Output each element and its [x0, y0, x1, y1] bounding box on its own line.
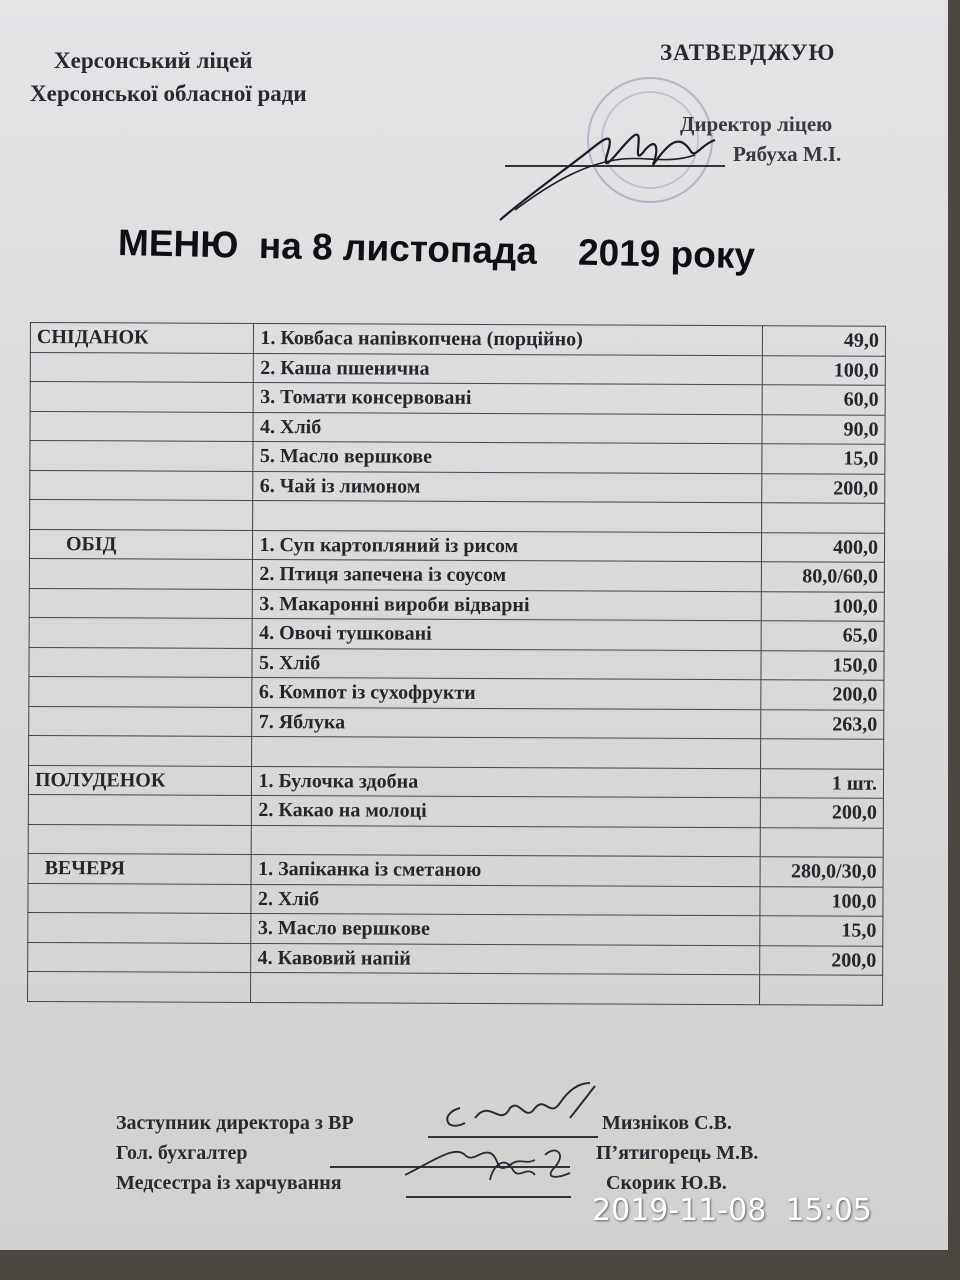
meal-cell: [28, 883, 252, 913]
quantity-cell: 200,0: [762, 473, 885, 503]
quantity-cell: 200,0: [761, 680, 884, 710]
dish-cell: 2. Каша пшенична: [254, 353, 763, 385]
quantity-cell: 150,0: [761, 650, 884, 680]
quantity-cell: 90,0: [762, 414, 885, 444]
meal-cell: [29, 706, 253, 736]
quantity-cell: 1 шт.: [761, 768, 884, 798]
menu-title: МЕНЮ на 8 листопада 2019 року: [117, 222, 756, 277]
quantity-cell: 280,0/30,0: [760, 857, 883, 887]
table-row: [30, 323, 885, 356]
meal-cell: [28, 794, 252, 824]
meal-cell: [29, 617, 253, 647]
quantity-cell: 60,0: [762, 385, 885, 415]
school-name: [30, 44, 307, 110]
dish-cell: [251, 972, 760, 1004]
table-row: [29, 706, 884, 739]
table-row: [28, 794, 883, 827]
meal-cell: [30, 441, 254, 471]
approve-label: ЗАТВЕРДЖУЮ: [660, 40, 836, 65]
dish-cell: [252, 736, 761, 768]
table-row: [30, 500, 885, 533]
meal-cell: [29, 676, 253, 706]
dish-cell: 4. Хліб: [253, 412, 762, 444]
table-row: [28, 853, 883, 886]
photo-timestamp: 2019-11-08 15:05: [592, 1193, 872, 1228]
meal-cell: [30, 500, 254, 530]
table-row: [30, 441, 885, 474]
meal-cell: [30, 470, 254, 500]
meal-cell: ОБІД: [29, 529, 253, 559]
quantity-cell: [760, 827, 883, 857]
dish-cell: 7. Яблука: [252, 707, 761, 739]
meal-cell: [28, 942, 252, 972]
dish-cell: 6. Компот із сухофрукти: [252, 677, 761, 709]
table-row: [28, 824, 883, 857]
meal-cell: [30, 382, 254, 412]
table-row: [28, 912, 883, 945]
director-name: Рябуха М.І.: [733, 142, 842, 166]
meal-cell: [29, 735, 253, 765]
dish-cell: 2. Какао на молоці: [252, 795, 761, 827]
quantity-cell: 200,0: [761, 798, 884, 828]
dish-cell: 3. Макаронні вироби відварні: [253, 589, 762, 621]
meal-cell: СНІДАНОК: [30, 323, 254, 353]
quantity-cell: 100,0: [760, 886, 883, 916]
table-row: [30, 352, 885, 385]
table-row: [29, 647, 884, 680]
school-name-line2: Херсонської обласної ради: [30, 81, 307, 106]
accountant-signature-icon: [395, 1135, 575, 1190]
meal-cell: ПОЛУДЕНОК: [28, 765, 252, 795]
menu-table: [27, 322, 886, 1005]
dish-cell: 6. Чай із лимоном: [253, 471, 762, 503]
quantity-cell: 263,0: [761, 709, 884, 739]
table-row: [28, 765, 883, 798]
director-title: Директор ліцею: [680, 112, 833, 136]
director-signature-icon: [495, 110, 725, 225]
quantity-cell: 400,0: [762, 532, 885, 562]
accountant-name: П’ятигорець М.В.: [596, 1142, 759, 1164]
dish-cell: 5. Хліб: [252, 648, 761, 680]
quantity-cell: [762, 503, 885, 533]
table-row: [30, 470, 885, 503]
table-row: [30, 382, 885, 415]
nurse-role: Медсестра із харчування: [116, 1172, 342, 1194]
nurse-signature-line: [406, 1196, 571, 1198]
meal-cell: [30, 352, 254, 382]
school-name-line1: Херсонський ліцей: [54, 48, 253, 73]
table-row: [29, 558, 884, 591]
dish-cell: 2. Хліб: [251, 884, 760, 916]
meal-cell: [28, 971, 252, 1001]
dish-cell: 5. Масло вершкове: [253, 441, 762, 473]
quantity-cell: 100,0: [762, 355, 885, 385]
dish-cell: 1. Суп картопляний із рисом: [253, 530, 762, 562]
dish-cell: 1. Запіканка із сметаною: [252, 854, 761, 886]
deputy-signature-icon: [430, 1078, 600, 1138]
dish-cell: 1. Булочка здобна: [252, 766, 761, 798]
meal-cell: [29, 558, 253, 588]
dish-cell: 2. Птиця запечена із соусом: [253, 559, 762, 591]
dish-cell: 4. Кавовий напій: [251, 943, 760, 975]
deputy-role: Заступник директора з ВР: [116, 1112, 354, 1134]
nurse-name: Скорик Ю.В.: [606, 1172, 727, 1194]
dish-cell: 3. Масло вершкове: [251, 913, 760, 945]
table-row: [28, 942, 883, 975]
quantity-cell: 100,0: [761, 591, 884, 621]
dish-cell: 1. Ковбаса напівкопчена (порційно): [254, 323, 763, 355]
table-row: [30, 411, 885, 444]
table-row: [29, 617, 884, 650]
meal-cell: ВЕЧЕРЯ: [28, 853, 252, 883]
quantity-cell: [761, 739, 884, 769]
quantity-cell: 65,0: [761, 621, 884, 651]
quantity-cell: 15,0: [762, 444, 885, 474]
table-row: [29, 676, 884, 709]
quantity-cell: 15,0: [760, 916, 883, 946]
table-row: [29, 588, 884, 621]
quantity-cell: [760, 975, 883, 1005]
table-row: [29, 735, 884, 768]
quantity-cell: 80,0/60,0: [762, 562, 885, 592]
meal-cell: [30, 411, 254, 441]
table-row: [28, 883, 883, 916]
quantity-cell: 49,0: [763, 326, 886, 356]
accountant-role: Гол. бухгалтер: [116, 1142, 248, 1164]
deputy-name: Мизніков С.В.: [602, 1112, 732, 1134]
meal-cell: [29, 588, 253, 618]
dish-cell: 3. Томати консервовані: [254, 382, 763, 414]
dish-cell: [253, 500, 762, 532]
meal-cell: [28, 824, 252, 854]
meal-cell: [28, 912, 252, 942]
table-row: [28, 971, 883, 1004]
quantity-cell: 200,0: [760, 945, 883, 975]
dish-cell: 4. Овочі тушковані: [253, 618, 762, 650]
meal-cell: [29, 647, 253, 677]
table-row: [29, 529, 884, 562]
dish-cell: [252, 825, 761, 857]
